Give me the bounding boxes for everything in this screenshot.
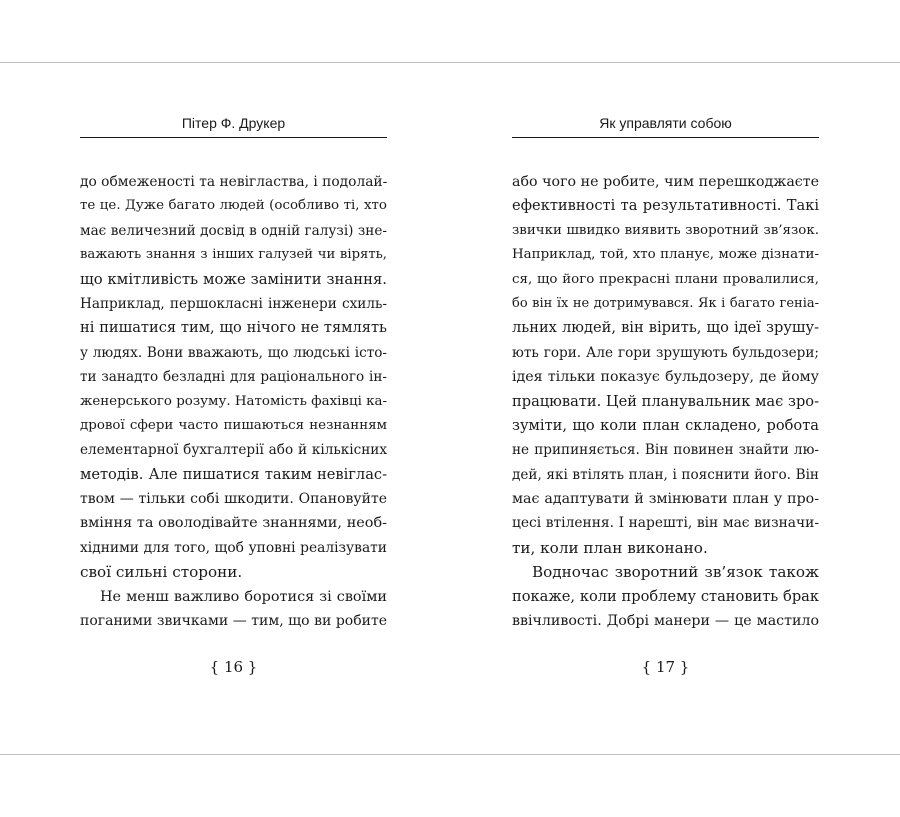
text-line: те це. Дуже багато людей (особливо ті, хто	[80, 198, 387, 214]
text-line: до обмеженості та невігластва, і подолай-	[80, 174, 387, 190]
text-line: Наприклад, той, хто планує, може дізнати-	[512, 247, 819, 263]
text-line: ефективності та результативності. Такі	[512, 197, 819, 215]
text-line: женерського розуму. Натомість фахівці ка-	[80, 393, 387, 409]
text-line: або чого не робите, чим перешкоджаєте	[512, 174, 819, 190]
text-line: дей, які втілять план, і пояснити його. Він	[512, 466, 819, 483]
text-line: дрової сфери часто пишаються незнанням	[80, 417, 387, 433]
running-head-author: Пітер Ф. Друкер	[181, 115, 286, 131]
text-line: цесі втілення. І нарешті, він має визначи-	[512, 515, 819, 532]
text-line: покаже, коли проблему становить брак	[512, 587, 819, 605]
text-line: методів. Але пишатися таким невіглас-	[80, 465, 387, 483]
text-line: у людях. Вони вважають, що людські істо-	[80, 344, 387, 361]
page-number: { 16 }	[209, 658, 258, 676]
text-line: ні пишатися тим, що нічого не тямлять	[80, 319, 387, 337]
text-line: ти, коли план виконано.	[512, 538, 708, 557]
header-rule	[512, 137, 819, 138]
text-line: Водночас зворотний зв’язок також	[532, 563, 819, 582]
body-text	[80, 170, 387, 633]
text-line: має адаптувати й змінювати план у про-	[512, 491, 819, 508]
text-line: бо він їх не дотримувався. Як і багато геніа-	[512, 295, 819, 311]
running-head-title: Як управляти собою	[599, 115, 732, 131]
text-line: Не менш важливо боротися зі своїми	[100, 588, 387, 605]
text-line: що кмітливість може замінити знання.	[80, 270, 387, 288]
body-text	[512, 170, 819, 633]
text-line: твом — тільки собі шкодити. Опановуйте	[80, 491, 387, 508]
left-page	[80, 63, 387, 754]
text-line: хідними для того, щоб уповні реалізувати	[80, 539, 387, 556]
text-line: звички швидко виявить зворотний зв’язок.	[512, 222, 819, 238]
text-line: ся, що його прекрасні плани провалилися,	[512, 271, 819, 287]
text-line: ввічливості. Добрі манери — це мастило	[512, 613, 819, 630]
right-page	[512, 63, 819, 754]
text-line: ють гори. Але гори зрушують бульдозери;	[512, 344, 819, 361]
text-line: ти занадто безладні для раціонального ін-	[80, 369, 387, 386]
text-line: має величезний досвід в одній галузі) зне-	[80, 222, 387, 239]
header-rule	[80, 137, 387, 138]
book-spread	[0, 62, 900, 755]
text-line: поганими звичками — тим, що ви робите	[80, 613, 387, 630]
text-line: важають знання з інших галузей чи вірять,	[80, 247, 387, 263]
text-line: ідея тільки показує бульдозеру, де йому	[512, 369, 819, 386]
text-line: не припиняється. Він повинен знайти лю-	[512, 442, 819, 459]
text-line: льних людей, він вірить, що ідеї зрушу-	[512, 319, 819, 337]
page-number: { 17 }	[641, 658, 690, 676]
text-line: працювати. Цей планувальник має зро-	[512, 392, 819, 410]
text-line: свої сильні сторони.	[80, 563, 243, 582]
text-line: Наприклад, першокласні інженери схиль-	[80, 295, 387, 312]
text-line: елементарної бухгалтерії або й кількісних	[80, 442, 387, 459]
text-line: зуміти, що коли план складено, робота	[512, 416, 819, 434]
text-line: вміння та оволодівайте знаннями, необ-	[80, 515, 387, 532]
